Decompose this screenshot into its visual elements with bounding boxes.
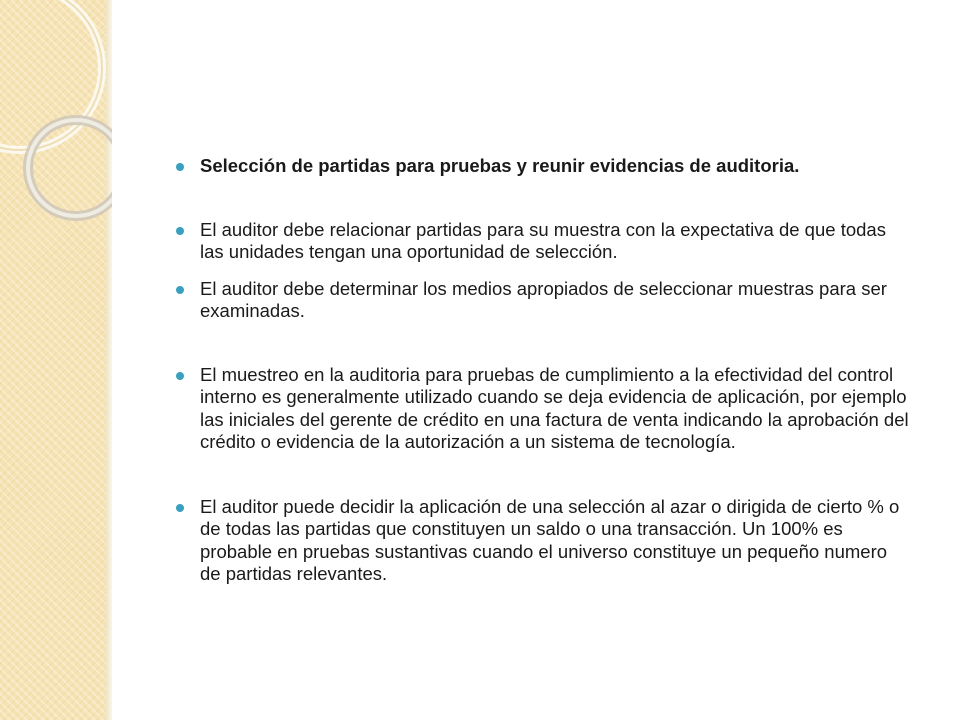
bullet-text: El auditor debe relacionar partidas para su muestra con la expectativa de que todas las unidades tengan una oportunidad de selección. [200,218,886,262]
bullet-item [176,278,911,323]
bullet-dot [176,504,184,512]
bullet-dot [176,286,184,294]
bullet-text: El muestreo en la auditoria para pruebas de cumplimiento a la efectividad del control interno es generalmente utilizado cuando se deja evidencia de aplicación, por ejemplo las iniciales del gerente de crédito en una factura de venta indicando la aprobación del crédito o evidencia de la autorización a un sistema de tecnología. [200,363,909,452]
bullet-item-heading [176,155,911,178]
bullet-dot [176,163,184,171]
decorative-rings [0,0,112,240]
bullet-text: Selección de partidas para pruebas y reunir evidencias de auditoria. [200,155,800,176]
bullet-item [176,364,911,454]
bullet-text: El auditor puede decidir la aplicación de una selección al azar o dirigida de cierto % o de todas las partidas que constituyen un saldo o una transacción. Un 100% es probable en pruebas sustantivas cuando el universo constituye un pequeño numero de partidas relevantes. [200,495,900,584]
bullet-text: El auditor debe determinar los medios apropiados de seleccionar muestras para ser examinadas. [200,277,887,321]
bullet-item [176,219,911,264]
bullet-list [176,155,911,586]
bullet-dot [176,227,184,235]
bullet-item [176,496,911,586]
bullet-dot [176,372,184,380]
